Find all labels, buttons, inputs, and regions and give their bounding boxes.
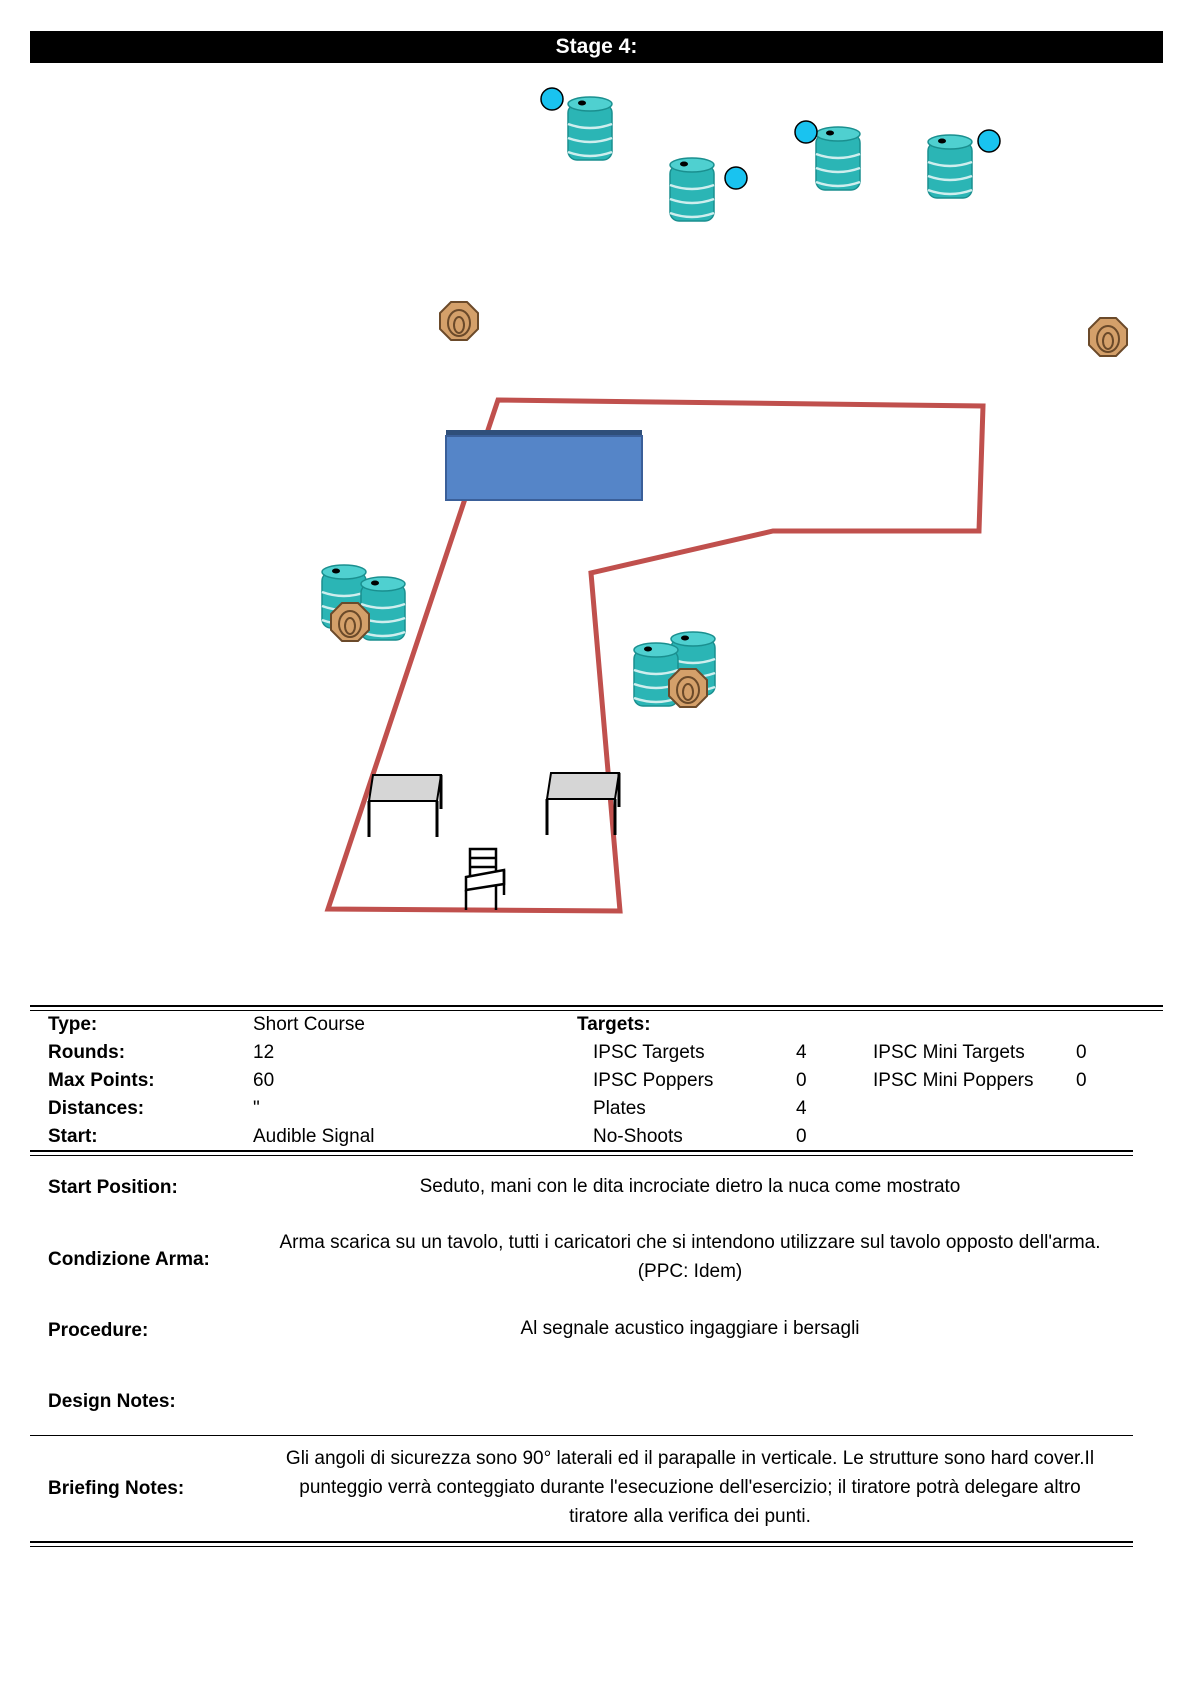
start-value: Audible Signal [253, 1126, 375, 1147]
targets-heading: Targets: [577, 1014, 651, 1035]
ipsc-target-icon [669, 669, 707, 707]
rule [30, 1546, 1133, 1547]
stage-title: Stage 4: [30, 31, 1163, 63]
mini-target-name: IPSC Mini Poppers [873, 1070, 1034, 1091]
mini-target-name: IPSC Mini Targets [873, 1042, 1025, 1063]
max-points-value: 60 [253, 1070, 275, 1091]
distances-label: Distances: [48, 1098, 145, 1119]
table-icon [369, 775, 441, 837]
target-count: 0 [796, 1126, 807, 1147]
start-label: Start: [48, 1126, 98, 1147]
target-count: 0 [796, 1070, 807, 1091]
rule [30, 1155, 1133, 1156]
barrel-icon [816, 127, 860, 190]
briefing-notes-text: Gli angoli di sicurezza sono 90° laterali ed il parapalle in verticale. Le strutture sono hard cover.Il punteggio verrà conteggiato durante l'esecuzione dell'esercizio; il tiratore potrà delegare altro tiratore alla verifica dei punti. [285, 1448, 1095, 1527]
barrel-icon [670, 158, 714, 221]
wall-icon [446, 430, 642, 500]
barrel-icon [928, 135, 972, 198]
condizione-arma-text: Arma scarica su un tavolo, tutti i caricatori che si intendono utilizzare sul tavolo opposto dell'arma. (PPC: Idem) [279, 1232, 1101, 1282]
rule [30, 1005, 1163, 1007]
ipsc-target-icon [440, 302, 478, 340]
distances-value: " [253, 1098, 260, 1119]
rounds-label: Rounds: [48, 1042, 126, 1063]
rounds-value: 12 [253, 1042, 275, 1063]
briefing-notes-label: Briefing Notes: [48, 1478, 185, 1499]
target-name: IPSC Targets [593, 1042, 705, 1063]
start-position-text: Seduto, mani con le dita incrociate dietro la nuca come mostrato [419, 1176, 961, 1197]
type-value: Short Course [253, 1014, 365, 1035]
procedure-label: Procedure: [48, 1320, 149, 1341]
rule [30, 1541, 1133, 1543]
target-name: No-Shoots [593, 1126, 683, 1147]
steel-plate-icon [725, 167, 747, 189]
design-notes-label: Design Notes: [48, 1391, 176, 1412]
ipsc-target-icon [331, 603, 369, 641]
target-name: Plates [593, 1098, 646, 1119]
start-position-label: Start Position: [48, 1177, 178, 1198]
mini-target-count: 0 [1076, 1070, 1087, 1091]
max-points-label: Max Points: [48, 1070, 155, 1091]
ipsc-target-icon [1089, 318, 1127, 356]
procedure-text: Al segnale acustico ingaggiare i bersagli [520, 1318, 860, 1339]
table-icon [547, 773, 619, 835]
chair-icon [466, 849, 504, 910]
mini-target-count: 0 [1076, 1042, 1087, 1063]
rule [30, 1010, 1163, 1011]
condizione-arma-label: Condizione Arma: [48, 1249, 210, 1270]
barrel-icon [568, 97, 612, 160]
steel-plate-icon [795, 121, 817, 143]
rule [30, 1150, 1133, 1152]
rule [30, 1435, 1133, 1436]
type-label: Type: [48, 1014, 98, 1035]
target-count: 4 [796, 1042, 807, 1063]
steel-plate-icon [978, 130, 1000, 152]
target-name: IPSC Poppers [593, 1070, 714, 1091]
steel-plate-icon [541, 88, 563, 110]
target-count: 4 [796, 1098, 807, 1119]
